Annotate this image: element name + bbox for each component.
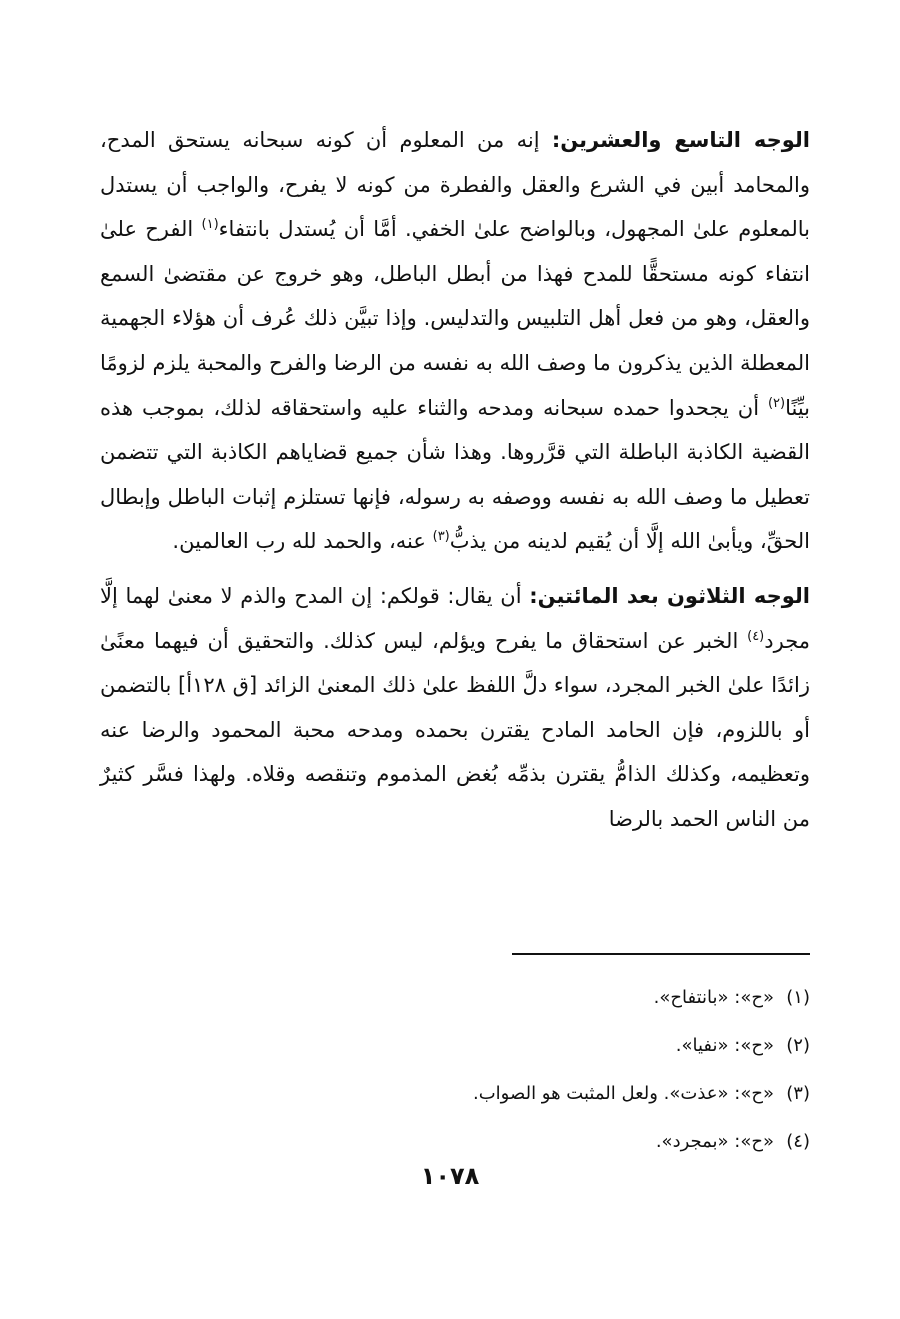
text-run: الخبر عن استحقاق ما يفرح ويؤلم، ليس كذلك. والتحقيق أن فيهما معنًىٰ زائدًا علىٰ الخبر المجرد، سواء دلَّ اللفظ علىٰ ذلك المعنىٰ الزائد [ق ١٢٨أ] بالتضمن أو باللزوم، فإن الحامد المادح يقترن بحمده ومدحه محبة المحمود والرضا عنه وتعظيمه، وكذلك الذامُّ يقترن بذمِّه بُغض المذموم وتنقصه وقلاه. ولهذا فسَّر كثيرٌ من الناس الحمد بالرضا	[100, 628, 810, 831]
footnote-ref-3[interactable]: (٣)	[432, 529, 450, 545]
footnote-number: (٢)	[786, 1035, 810, 1056]
footnote-ref-2[interactable]: (٢)	[767, 395, 786, 411]
footnote-4	[100, 1130, 810, 1154]
footnote-text: «ح»: «بمجرد».	[655, 1131, 774, 1152]
footnote-number: (٣)	[786, 1083, 810, 1104]
footnote-separator	[512, 953, 810, 955]
footnote-number: (٤)	[786, 1131, 810, 1152]
footnote-text: «ح»: «نفيا».	[675, 1035, 774, 1056]
footnote-ref-4[interactable]: (٤)	[747, 628, 765, 644]
footnote-text: «ح»: «عذت». ولعل المثبت هو الصواب.	[473, 1083, 774, 1104]
text-run: إنه من المعلوم أن كونه سبحانه يستحق المدح، والمحامد أبين في الشرع والعقل والفطرة من كونه لا يفرح، والواجب أن يستدل بالمعلوم علىٰ المجهول، وبالواضح علىٰ الخفي. أمَّا أن يُستدل بانتفاء	[100, 128, 810, 242]
text-run: الفرح علىٰ انتفاء كونه مستحقًّا للمدح فهذا من أبطل الباطل، وهو خروج عن مقتضىٰ السمع والعقل، وهو من فعل أهل التلبيس والتدليس. وإذا تبيَّن ذلك عُرف أن هؤلاء الجهمية المعطلة الذين يذكرون ما وصف الله به نفسه من الرضا والفرح والمحبة يلزم لزومًا بيِّنًا	[100, 217, 810, 420]
main-text	[100, 118, 810, 842]
footnote-text: «ح»: «بانتفاح».	[653, 987, 774, 1008]
footnote-1	[100, 986, 810, 1010]
text-run: عنه، والحمد لله رب العالمين.	[172, 529, 433, 554]
page-number: ١٠٧٨	[420, 1162, 480, 1190]
paragraph-2	[100, 574, 810, 842]
paragraph-heading: الوجه التاسع والعشرين:	[551, 128, 810, 152]
footnote-2	[100, 1034, 810, 1058]
footnote-number: (١)	[786, 987, 810, 1008]
paragraph-heading: الوجه الثلاثون بعد المائتين:	[529, 583, 811, 608]
text-run: أن يجحدوا حمده سبحانه ومدحه والثناء عليه واستحقاقه لذلك، بموجب هذه القضية الكاذبة الباطلة التي قرَّروها. وهذا شأن جميع قضاياهم الكاذبة التي تتضمن تعطيل ما وصف الله به نفسه ووصفه به رسوله، فإنها تستلزم إثبات الباطل وإبطال الحقِّ، ويأبىٰ الله إلَّا أن يُقيم لدينه من يذبُّ	[100, 395, 810, 554]
footnote-3	[100, 1082, 810, 1106]
paragraph-1	[100, 118, 810, 564]
text-run: أن يقال: قولكم: إن المدح والذم لا معنىٰ لهما إلَّا مجرد	[100, 583, 810, 653]
footnote-ref-1[interactable]: (١)	[201, 217, 219, 233]
footnotes	[100, 986, 810, 1178]
